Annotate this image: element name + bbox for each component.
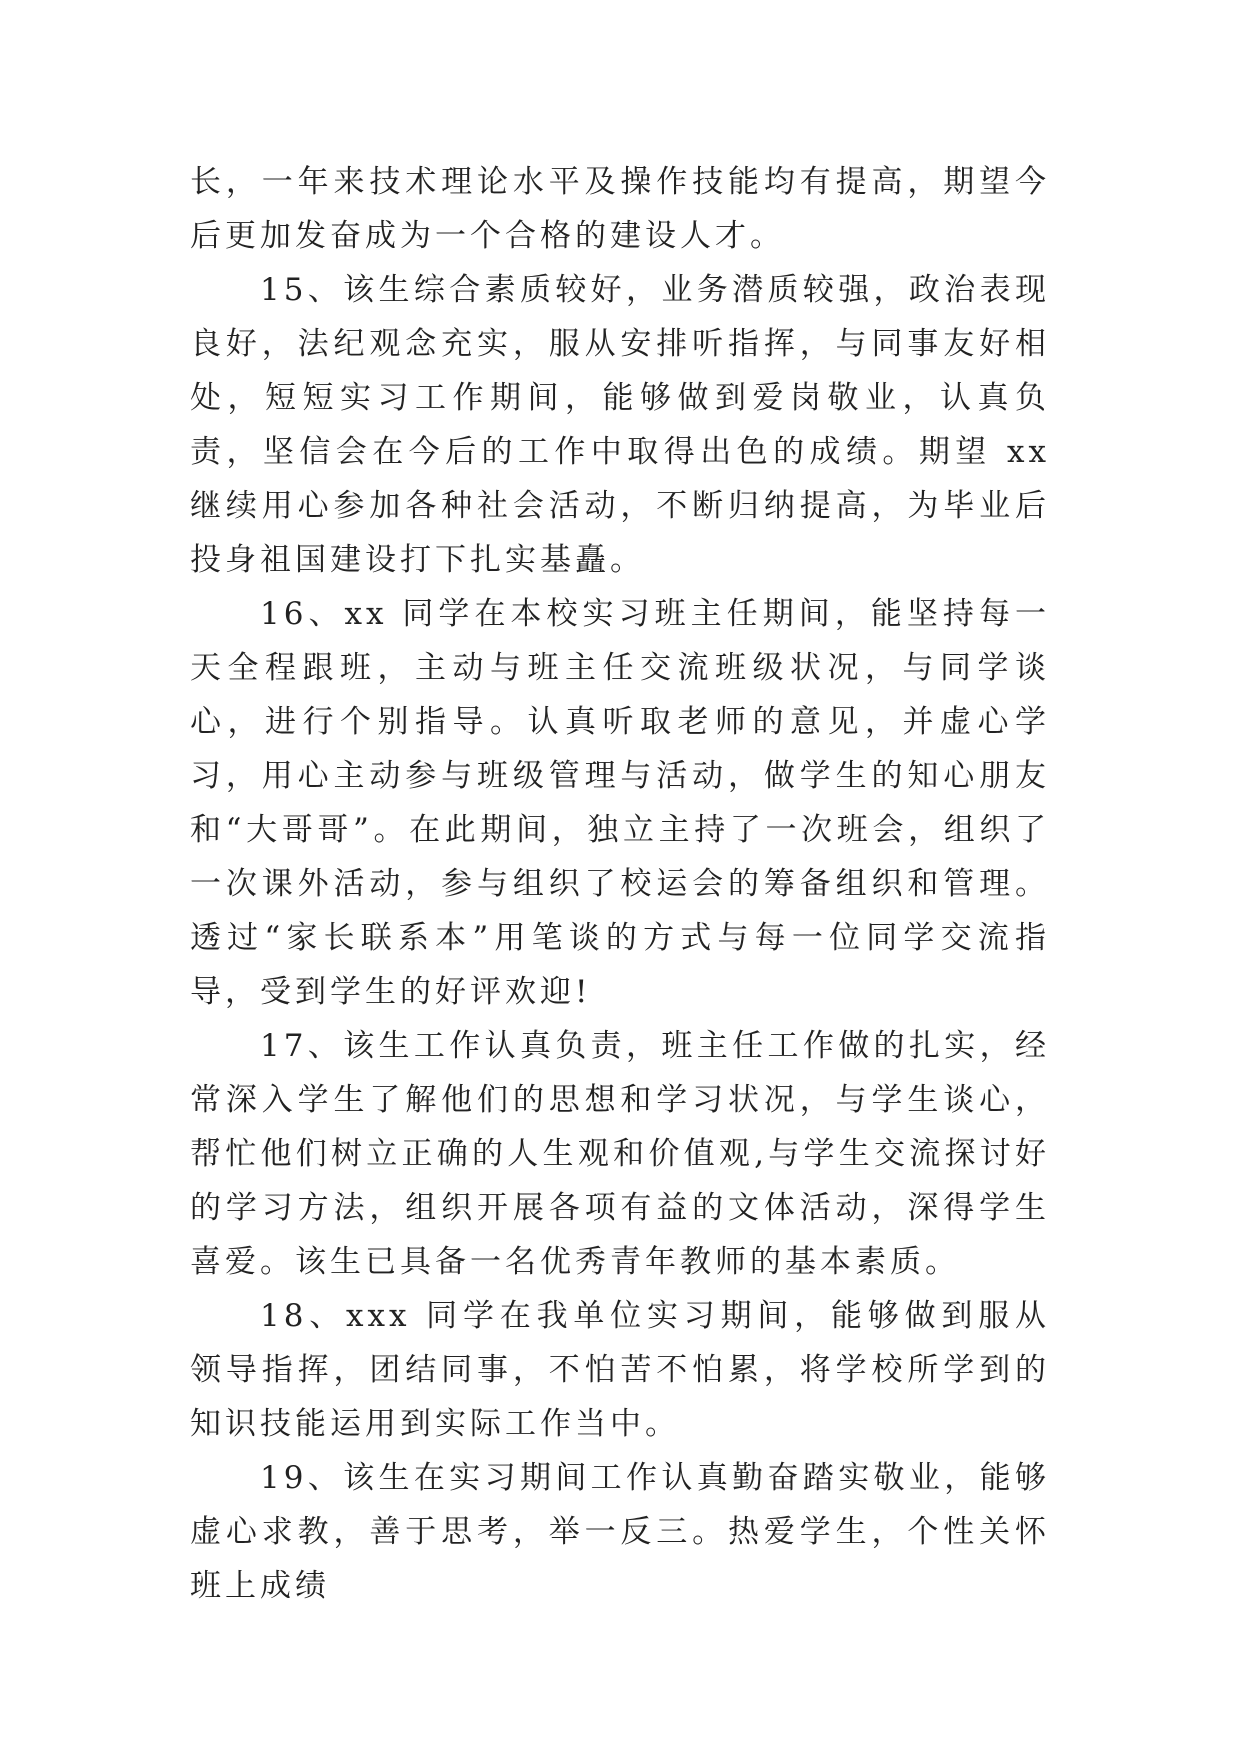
document-body	[190, 155, 1050, 1613]
paragraph-item-17: 17、该生工作认真负责，班主任工作做的扎实，经常深入学生了解他们的思想和学习状况，与学生谈心，帮忙他们树立正确的人生观和价值观,与学生交流探讨好的学习方法，组织开展各项有益的文体活动，深得学生喜爱。该生已具备一名优秀青年教师的基本素质。	[190, 1028, 1050, 1280]
paragraph-item-15: 15、该生综合素质较好，业务潜质较强，政治表现良好，法纪观念充实，服从安排听指挥，与同事友好相处，短短实习工作期间，能够做到爱岗敬业，认真负责，坚信会在今后的工作中取得出色的成绩。期望 xx 继续用心参加各种社会活动，不断归纳提高，为毕业后投身祖国建设打下扎实基矗。	[190, 272, 1050, 578]
paragraph-continuation: 长，一年来技术理论水平及操作技能均有提高，期望今后更加发奋成为一个合格的建设人才。	[190, 164, 1050, 254]
paragraph-item-19: 19、该生在实习期间工作认真勤奋踏实敬业，能够虚心求教，善于思考，举一反三。热爱学生，个性关怀班上成绩	[190, 1460, 1050, 1604]
paragraph-item-18: 18、xxx 同学在我单位实习期间，能够做到服从领导指挥，团结同事，不怕苦不怕累，将学校所学到的知识技能运用到实际工作当中。	[190, 1298, 1050, 1442]
paragraph-item-16: 16、xx 同学在本校实习班主任期间，能坚持每一天全程跟班，主动与班主任交流班级状况，与同学谈心，进行个别指导。认真听取老师的意见，并虚心学习，用心主动参与班级管理与活动，做学生的知心朋友和“大哥哥”。在此期间，独立主持了一次班会，组织了一次课外活动，参与组织了校运会的筹备组织和管理。透过“家长联系本”用笔谈的方式与每一位同学交流指导，受到学生的好评欢迎!	[190, 596, 1050, 1010]
